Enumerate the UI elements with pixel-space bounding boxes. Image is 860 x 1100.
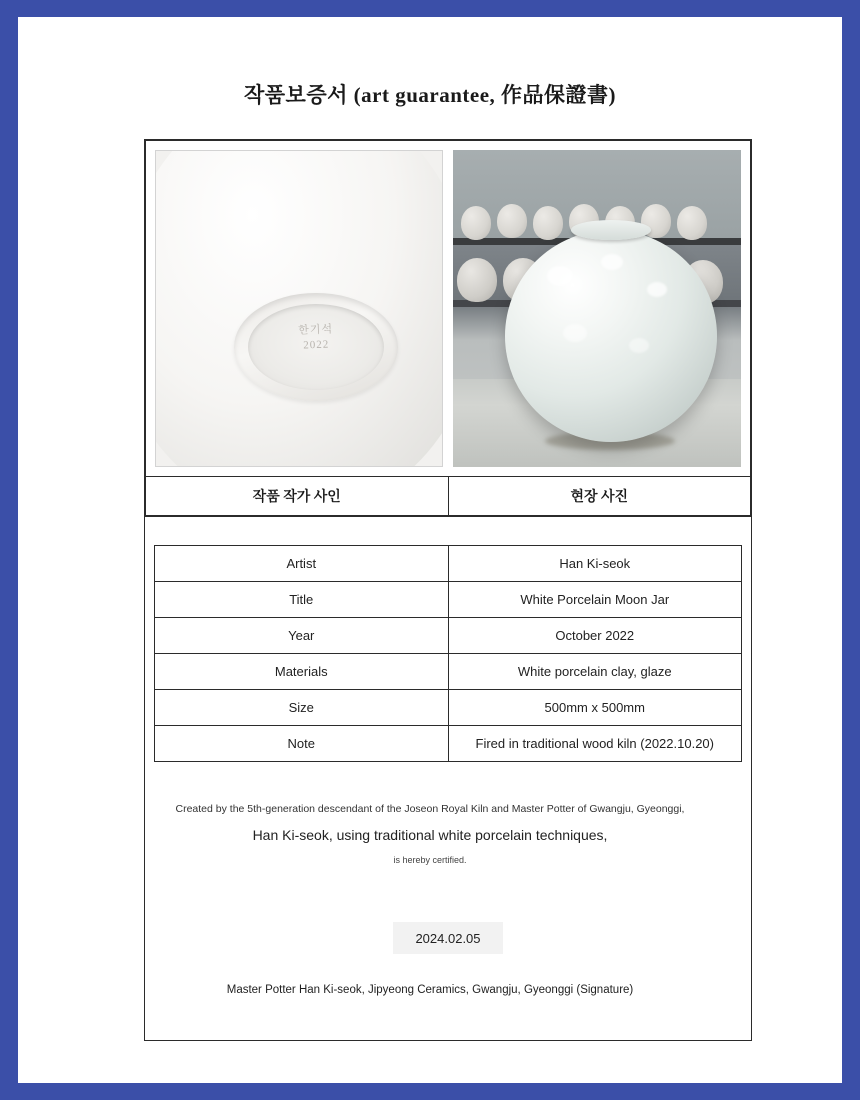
background-jar bbox=[461, 206, 491, 240]
row-label: Year bbox=[155, 618, 449, 654]
row-label: Title bbox=[155, 582, 449, 618]
issue-date: 2024.02.05 bbox=[393, 922, 503, 954]
photo-row bbox=[146, 141, 750, 476]
incised-signature-text: 한기석 2022 bbox=[298, 323, 334, 352]
background-jar bbox=[497, 204, 527, 238]
signature-line: Master Potter Han Ki-seok, Jipyeong Ceramics, Gwangju, Gyeonggi (Signature) bbox=[226, 984, 634, 996]
table-row bbox=[155, 690, 742, 726]
table-row bbox=[155, 582, 742, 618]
artwork-info-table bbox=[154, 545, 742, 762]
artist-signature-photo bbox=[155, 150, 443, 467]
table-row bbox=[155, 654, 742, 690]
cert-line-3: is hereby certified. bbox=[393, 855, 467, 865]
cert-line-2: Han Ki-seok, using traditional white porcelain techniques, bbox=[252, 827, 608, 843]
moon-jar-mouth bbox=[571, 220, 651, 240]
photo-caption-row bbox=[146, 476, 750, 515]
row-label: Materials bbox=[155, 654, 449, 690]
row-value: White porcelain clay, glaze bbox=[448, 654, 742, 690]
certification-statement bbox=[18, 803, 842, 865]
background-jar bbox=[533, 206, 563, 240]
photo-block bbox=[144, 139, 752, 517]
background-jar bbox=[457, 258, 497, 302]
moon-jar-body bbox=[505, 230, 717, 442]
table-row bbox=[155, 546, 742, 582]
row-value: Fired in traditional wood kiln (2022.10.20) bbox=[448, 726, 742, 762]
row-value: 500mm x 500mm bbox=[448, 690, 742, 726]
row-value: Han Ki-seok bbox=[448, 546, 742, 582]
row-label: Artist bbox=[155, 546, 449, 582]
cert-line-1: Created by the 5th-generation descendant of the Joseon Royal Kiln and Master Potter of Gwangju, Gyeonggi, bbox=[175, 803, 685, 815]
row-value: White Porcelain Moon Jar bbox=[448, 582, 742, 618]
table-row bbox=[155, 726, 742, 762]
certificate-page bbox=[18, 17, 842, 1083]
row-value: October 2022 bbox=[448, 618, 742, 654]
row-label: Note bbox=[155, 726, 449, 762]
workshop-site-photo bbox=[453, 150, 741, 467]
caption-site-photo: 현장 사진 bbox=[448, 477, 751, 515]
caption-artist-signature: 작품 작가 사인 bbox=[252, 490, 341, 505]
table-row bbox=[155, 618, 742, 654]
row-label: Size bbox=[155, 690, 449, 726]
page-title: 작품보증서 (art guarantee, 作品保證書) bbox=[243, 83, 617, 107]
background-jar bbox=[677, 206, 707, 240]
